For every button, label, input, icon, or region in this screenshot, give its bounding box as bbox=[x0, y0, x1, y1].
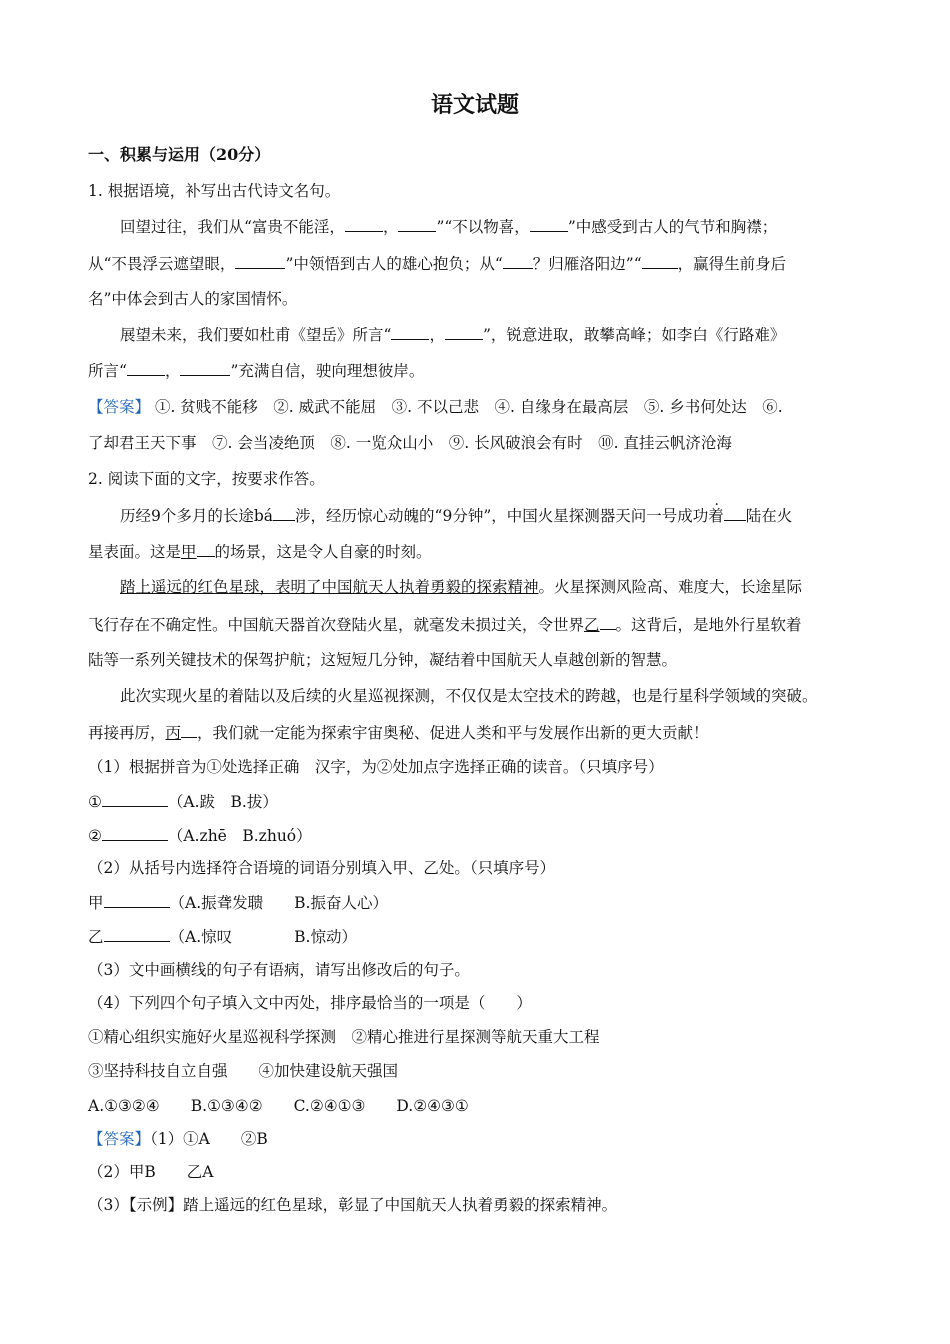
q2-para-2a: 踏上遥远的红色星球，表明了中国航天人执着勇毅的探索精神。火星探测风险高、难度大，长途星际 bbox=[120, 578, 803, 596]
underlined-sentence: 踏上遥远的红色星球，表明了中国航天人执着勇毅的探索精神 bbox=[120, 578, 539, 596]
q2-option-line-2: ③坚持科技自立自强 ④加快建设航天强国 bbox=[88, 1062, 399, 1080]
answer-blank[interactable] bbox=[104, 892, 170, 908]
fill-blank-jia[interactable] bbox=[197, 541, 215, 557]
fill-blank[interactable] bbox=[503, 253, 533, 269]
q2-sub-4: （4）下列四个句子填入文中丙处，排序最恰当的一项是（ ） bbox=[88, 994, 532, 1012]
q2-sub-2b: 乙 （A.惊叹 B.惊动） bbox=[88, 928, 357, 946]
q1-prompt: 1. 根据语境，补写出古代诗文名句。 bbox=[88, 182, 341, 200]
q2-sub-1a: ① （A.跋 B.拔） bbox=[88, 793, 278, 811]
fill-blank-2[interactable] bbox=[724, 505, 746, 521]
fill-blank[interactable] bbox=[530, 216, 568, 232]
fill-blank[interactable] bbox=[235, 253, 285, 269]
fill-blank[interactable] bbox=[127, 360, 165, 376]
q2-sub-3: （3）文中画横线的句子有语病，请写出修改后的句子。 bbox=[88, 961, 470, 979]
fill-blank[interactable] bbox=[398, 216, 436, 232]
fill-blank-yi[interactable] bbox=[600, 614, 616, 630]
q2-sub-1: （1）根据拼音为①处选择正确 汉字，为②处加点字选择正确的读音。（只填序号） bbox=[88, 758, 664, 776]
page-title: 语文试题 bbox=[430, 92, 519, 118]
marker-bing: 丙 bbox=[165, 724, 182, 742]
answer-blank[interactable] bbox=[102, 825, 168, 841]
q2-para-3a: 此次实现火星的着陆以及后续的火星巡视探测，不仅仅是太空技术的跨越，也是行星科学领域的突破。 bbox=[120, 687, 818, 705]
fill-blank[interactable] bbox=[642, 253, 678, 269]
dotted-char: 着 bbox=[708, 507, 724, 525]
marker-jia: 甲 bbox=[181, 543, 197, 561]
fill-blank[interactable] bbox=[391, 324, 429, 340]
fill-blank-bing[interactable] bbox=[181, 722, 197, 738]
q1-answer-line-2: 了却君王天下事 ⑦. 会当凌绝顶 ⑧. 一览众山小 ⑨. 长风破浪会有时 ⑩. 直挂云帆济沧海 bbox=[88, 434, 732, 452]
q2-sub-2a: 甲 （A.振聋发聩 B.振奋人心） bbox=[88, 894, 388, 912]
answer-blank[interactable] bbox=[102, 791, 168, 807]
q2-sub-1b: ② （A.zhē B.zhuó） bbox=[88, 827, 312, 845]
fill-blank-1[interactable] bbox=[273, 505, 295, 521]
q2-sub-2: （2）从括号内选择符合语境的词语分别填入甲、乙处。（只填序号） bbox=[88, 859, 556, 877]
q1-para-2: 从“不畏浮云遮望眼， ”中领悟到古人的雄心抱负；从“ ？归雁洛阳边”“ ，赢得生前身后 bbox=[88, 255, 787, 273]
q2-para-2c: 陆等一系列关键技术的保驾护航；这短短几分钟，凝结着中国航天人卓越创新的智慧。 bbox=[88, 651, 678, 669]
q1-para-5: 所言“ ， ”充满自信，驶向理想彼岸。 bbox=[88, 362, 425, 380]
fill-blank[interactable] bbox=[345, 216, 383, 232]
q1-para-4: 展望未来，我们要如杜甫《望岳》所言“ ， ”，锐意进取，敢攀高峰；如李白《行路难》 bbox=[120, 326, 786, 344]
marker-yi: 乙 bbox=[584, 616, 600, 634]
q2-choices: A.①③②④ B.①③④② C.②④①③ D.②④③① bbox=[88, 1097, 469, 1115]
q2-para-2b: 飞行存在不确定性。中国航天器首次登陆火星，就毫发未损过关，令世界乙 。这背后，是地外行星软着 bbox=[88, 616, 802, 634]
q2-para-3b: 再接再厉，丙 ，我们就一定能为探索宇宙奥秘、促进人类和平与发展作出新的更大贡献！ bbox=[88, 724, 709, 742]
q2-para-1a: 历经9个多月的长途bá 涉，经历惊心动魄的“9分钟”，中国火星探测器天问一号成功着 陆在火 bbox=[120, 507, 793, 525]
answer-blank[interactable] bbox=[104, 926, 170, 942]
fill-blank[interactable] bbox=[445, 324, 483, 340]
q1-para-1: 回望过往，我们从“富贵不能淫， ， ”“不以物喜， ”中感受到古人的气节和胸襟； bbox=[120, 218, 778, 236]
q2-answer-2: （2）甲B 乙A bbox=[88, 1163, 214, 1181]
q1-answer-line-1: 【答案】 ①. 贫贱不能移 ②. 威武不能屈 ③. 不以己悲 ④. 自缘身在最高层 ⑤. 乡书何处达 ⑥. bbox=[88, 398, 783, 416]
answer-tag: 【答案】 bbox=[88, 1130, 151, 1148]
q2-para-1b: 星表面。这是甲 的场景，这是令人自豪的时刻。 bbox=[88, 543, 432, 561]
q1-para-3: 名”中体会到古人的家国情怀。 bbox=[88, 290, 298, 308]
fill-blank[interactable] bbox=[180, 360, 230, 376]
q2-answer-1: 【答案】（1）①A ②B bbox=[88, 1130, 268, 1148]
q2-prompt: 2. 阅读下面的文字，按要求作答。 bbox=[88, 470, 325, 488]
answer-tag: 【答案】 bbox=[88, 398, 151, 416]
q2-answer-3: （3）【示例】踏上遥远的红色星球，彰显了中国航天人执着勇毅的探索精神。 bbox=[88, 1196, 618, 1214]
section-heading: 一、积累与运用（20分） bbox=[88, 145, 271, 164]
q2-option-line-1: ①精心组织实施好火星巡视科学探测 ②精心推进行星探测等航天重大工程 bbox=[88, 1028, 600, 1046]
